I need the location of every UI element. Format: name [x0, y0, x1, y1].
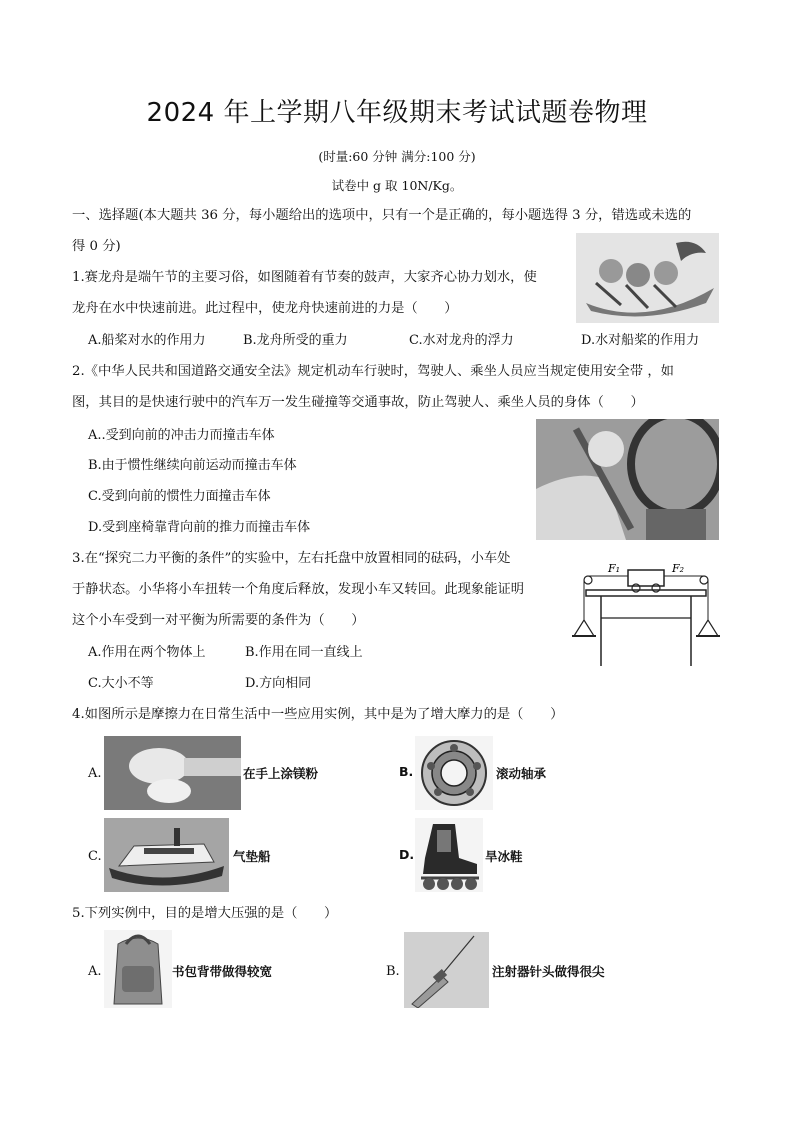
gravity-note: 试卷中 g 取 10N/Kg。: [331, 178, 463, 193]
q3-option-a[interactable]: A.作用在两个物体上: [88, 645, 206, 660]
hovercraft-image: [104, 818, 229, 892]
q2-option-c[interactable]: C.受到向前的惯性力面撞击车体: [88, 489, 271, 504]
q3-stem-line1: 3.在“探究二力平衡的条件”的实验中，左右托盘中放置相同的砝码，小车处: [72, 551, 511, 566]
page-title: 2024 年上学期八年级期末考试试题卷物理: [146, 98, 648, 128]
q2-option-b[interactable]: B.由于惯性继续向前运动而撞击车体: [88, 458, 297, 473]
force-label-f2: F₂: [672, 562, 685, 575]
q5-stem: 5.下列实例中，目的是增大压强的是（ ）: [72, 906, 338, 921]
q1-option-c[interactable]: C.水对龙舟的浮力: [409, 333, 514, 348]
q5-option-a-text: 书包背带做得较宽: [172, 964, 273, 979]
exam-time-score: (时量:60 分钟 满分:100 分): [318, 149, 476, 164]
q4-option-b-letter[interactable]: B.: [399, 764, 414, 779]
seatbelt-driver-image: [536, 419, 719, 540]
q1-stem-line2: 龙舟在水中快速前进。此过程中，使龙舟快速前进的力是（ ）: [72, 301, 458, 316]
q5-option-a-letter[interactable]: A.: [88, 964, 102, 979]
q4-option-b-text: 滚动轴承: [496, 766, 547, 781]
q4-option-c-letter[interactable]: C.: [88, 849, 102, 864]
section-heading-line1: 一、选择题(本大题共 36 分，每小题给出的选项中，只有一个是正确的，每小题选得 3 分，错选或未选的: [72, 208, 692, 223]
q4-option-d-text: 旱冰鞋: [485, 849, 523, 864]
ball-bearing-image: [415, 736, 493, 810]
q3-option-b[interactable]: B.作用在同一直线上: [245, 645, 363, 660]
q2-stem-line2: 图，其目的是快速行驶中的汽车万一发生碰撞等交通事故，防止驾驶人、乘坐人员的身体（ ）: [72, 395, 644, 410]
balance-cart-diagram: [566, 558, 724, 668]
q5-option-b-text: 注射器针头做得很尖: [492, 964, 605, 979]
dragon-boat-image: [576, 233, 719, 323]
q4-stem: 4.如图所示是摩擦力在日常生活中一些应用实例，其中是为了增大摩力的是（ ）: [72, 707, 564, 722]
q3-option-d[interactable]: D.方向相同: [245, 676, 312, 691]
q1-stem-line1: 1.赛龙舟是端午节的主要习俗，如图随着有节奏的鼓声，大家齐心协力划水，使: [72, 270, 537, 285]
q4-option-d-letter[interactable]: D.: [399, 847, 415, 862]
q4-option-a-letter[interactable]: A.: [88, 766, 102, 781]
q5-option-b-letter[interactable]: B.: [386, 964, 400, 979]
q4-option-a-text: 在手上涂镁粉: [243, 766, 319, 781]
q3-option-c[interactable]: C.大小不等: [88, 676, 154, 691]
q2-option-d[interactable]: D.受到座椅靠背向前的推力而撞击车体: [88, 520, 311, 535]
roller-skate-image: [415, 818, 483, 892]
q4-option-c-text: 气垫船: [233, 849, 271, 864]
q3-stem-line2: 于静状态。小华将小车扭转一个角度后释放，发现小车又转回。此现象能证明: [72, 582, 525, 597]
syringe-needle-image: [404, 932, 489, 1008]
q1-option-b[interactable]: B.龙舟所受的重力: [243, 333, 348, 348]
q2-stem-line1: 2.《中华人民共和国道路交通安全法》规定机动车行驶时，驾驶人、乘坐人员应当规定使用安全带 ，如: [72, 364, 674, 379]
magnesium-powder-hands-image: [104, 736, 241, 810]
q1-option-a[interactable]: A.船桨对水的作用力: [88, 333, 206, 348]
q1-option-d[interactable]: D.水对船桨的作用力: [581, 333, 700, 348]
section-heading-line2: 得 0 分): [72, 239, 121, 254]
q3-stem-line3: 这个小车受到一对平衡为所需要的条件为（ ）: [72, 613, 365, 628]
force-label-f1: F₁: [608, 562, 621, 575]
backpack-image: [104, 930, 172, 1008]
q2-option-a[interactable]: A..受到向前的冲击力而撞击车体: [88, 428, 275, 443]
